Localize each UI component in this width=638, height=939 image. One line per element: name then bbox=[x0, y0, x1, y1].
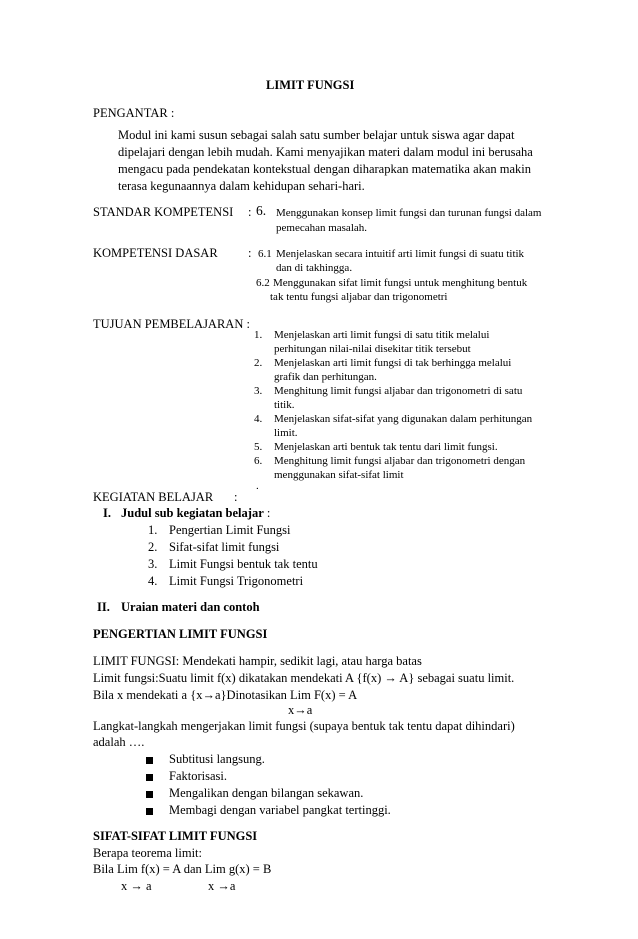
list-item-number: 2. bbox=[148, 540, 158, 554]
bullet-text: Membagi dengan variabel pangkat tertinggi. bbox=[169, 803, 391, 817]
list-item-text: Sifat-sifat limit fungsi bbox=[169, 540, 280, 554]
pengantar-line: mengacu pada pendekatan kontekstual dengan diharapkan matematika akan makin bbox=[118, 162, 532, 176]
section-heading: PENGERTIAN LIMIT FUNGSI bbox=[93, 627, 268, 641]
section-heading: SIFAT-SIFAT LIMIT FUNGSI bbox=[93, 829, 258, 843]
tujuan-label: TUJUAN PEMBELAJARAN : bbox=[93, 317, 250, 331]
list-item-text: Menghitung limit fungsi aljabar dan trigonometri dengan bbox=[274, 455, 526, 467]
list-item-text: menggunakan sifat-sifat limit bbox=[274, 469, 404, 481]
list-item-number: 3. bbox=[148, 557, 158, 571]
list-item-text: Limit Fungsi bentuk tak tentu bbox=[169, 557, 318, 571]
sub-number: II. bbox=[97, 600, 110, 614]
pengantar-label: PENGANTAR : bbox=[93, 106, 175, 120]
list-item-text: Limit Fungsi Trigonometri bbox=[169, 574, 304, 588]
paragraph-line: LIMIT FUNGSI: Mendekati hampir, sedikit lagi, atau harga batas bbox=[93, 654, 422, 668]
limit-subscript: x →a bbox=[208, 879, 236, 893]
standar-text-line: Menggunakan konsep limit fungsi dan turunan fungsi dalam bbox=[276, 207, 542, 219]
list-item-text: Menjelaskan sifat-sifat yang digunakan dalam perhitungan bbox=[274, 413, 533, 425]
limit-subscript: x→a bbox=[288, 703, 313, 717]
bullet-text: Faktorisasi. bbox=[169, 769, 227, 783]
kegiatan-label: KEGIATAN BELAJAR bbox=[93, 490, 214, 504]
list-item-number: 3. bbox=[254, 385, 263, 397]
paragraph-line: Langkat-langkah mengerjakan limit fungsi (supaya bentuk tak tentu dapat dihindari) bbox=[93, 719, 515, 733]
list-item-text: Menghitung limit fungsi aljabar dan trigonometri di satu bbox=[274, 385, 523, 397]
kompetensi-text-line: Menjelaskan secara intuitif arti limit fungsi di suatu titik bbox=[276, 248, 525, 260]
square-bullet-icon bbox=[146, 808, 153, 815]
list-item-number: 1. bbox=[254, 329, 263, 341]
kompetensi-number: 6.1 bbox=[258, 248, 272, 260]
kompetensi-text-line: dan di takhingga. bbox=[276, 262, 353, 274]
list-item-text: Menjelaskan arti limit fungsi di tak berhingga melalui bbox=[274, 357, 512, 369]
kompetensi-text-line: tak tentu fungsi aljabar dan trigonometri bbox=[270, 291, 448, 303]
paragraph-line: Bila Lim f(x) = A dan Lim g(x) = B bbox=[93, 862, 272, 876]
kompetensi-label: KOMPETENSI DASAR bbox=[93, 246, 218, 260]
standar-text-line: pemecahan masalah. bbox=[276, 222, 368, 234]
pengantar-line: Modul ini kami susun sebagai salah satu sumber belajar untuk siswa agar dapat bbox=[118, 128, 515, 142]
sub-heading-title: Uraian materi dan contoh bbox=[121, 600, 260, 614]
list-item-text: Menjelaskan arti bentuk tak tentu dari limit fungsi. bbox=[274, 441, 498, 453]
list-item-number: 6. bbox=[254, 455, 263, 467]
sub-heading-colon: : bbox=[263, 506, 271, 520]
square-bullet-icon bbox=[146, 774, 153, 781]
standar-number: 6. bbox=[256, 203, 267, 218]
square-bullet-icon bbox=[146, 757, 153, 764]
limit-subscript: x → a bbox=[121, 879, 152, 893]
square-bullet-icon bbox=[146, 791, 153, 798]
sub-heading-title: Judul sub kegiatan belajar bbox=[121, 506, 264, 520]
list-item-number: 5. bbox=[254, 441, 263, 453]
list-item-text: perhitungan nilai-nilai disekitar titik tersebut bbox=[274, 343, 471, 355]
trailing-period: . bbox=[256, 480, 259, 492]
list-item-text: grafik dan perhitungan. bbox=[274, 371, 377, 383]
sub-heading bbox=[121, 506, 270, 521]
page-title: LIMIT FUNGSI bbox=[266, 78, 355, 92]
list-item-text: limit. bbox=[274, 427, 298, 439]
list-item-text: Pengertian Limit Fungsi bbox=[169, 523, 291, 537]
bullet-text: Subtitusi langsung. bbox=[169, 752, 265, 766]
kegiatan-colon: : bbox=[234, 490, 238, 504]
list-item-number: 1. bbox=[148, 523, 158, 537]
list-item-number: 4. bbox=[148, 574, 158, 588]
list-item-text: Menjelaskan arti limit fungsi di satu titik melalui bbox=[274, 329, 490, 341]
kompetensi-number: 6.2 bbox=[256, 277, 270, 289]
bullet-text: Mengalikan dengan bilangan sekawan. bbox=[169, 786, 364, 800]
paragraph-line: Berapa teorema limit: bbox=[93, 846, 202, 860]
list-item-number: 4. bbox=[254, 413, 263, 425]
pengantar-line: dipelajari dengan lebih mudah. Kami menyajikan materi dalam modul ini berusaha bbox=[118, 145, 533, 159]
list-item-number: 2. bbox=[254, 357, 263, 369]
paragraph-line: Bila x mendekati a {x→a}Dinotasikan Lim F(x) = A bbox=[93, 688, 358, 702]
kompetensi-text-line: Menggunakan sifat limit fungsi untuk menghitung bentuk bbox=[273, 277, 528, 289]
paragraph-line: Limit fungsi:Suatu limit f(x) dikatakan mendekati A {f(x) → A} sebagai suatu limit. bbox=[93, 671, 515, 685]
pengantar-line: terasa kegunaannya dalam kehidupan sehari-hari. bbox=[118, 179, 365, 193]
list-item-text: titik. bbox=[274, 399, 295, 411]
standar-label: STANDAR KOMPETENSI bbox=[93, 205, 234, 219]
kompetensi-colon: : bbox=[248, 246, 252, 260]
paragraph-line: adalah …. bbox=[93, 735, 145, 749]
standar-colon: : bbox=[248, 205, 252, 219]
sub-number: I. bbox=[103, 506, 111, 520]
